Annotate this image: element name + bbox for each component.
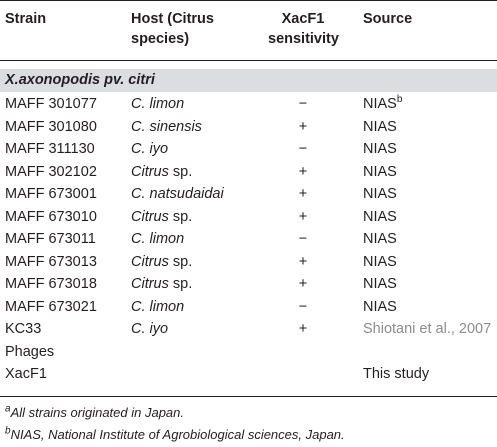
- strain-cell: MAFF 302102: [5, 163, 97, 180]
- source-cell: [363, 93, 402, 115]
- source-cell: [363, 161, 397, 183]
- strain-cell: MAFF 673013: [5, 253, 97, 270]
- header-strain: Strain: [5, 11, 47, 27]
- host-suffix: sp.: [168, 253, 193, 270]
- sensitivity-cell: −: [298, 141, 308, 157]
- source-footnote-marker: b: [396, 94, 403, 106]
- source-text: This study: [363, 366, 430, 382]
- source-cell: [363, 318, 491, 340]
- citation-link[interactable]: Shiotani et al., 2007: [363, 321, 492, 337]
- sensitivity-cell: −: [298, 96, 308, 112]
- strain-cell: MAFF 673018: [5, 276, 97, 292]
- strain-cell: MAFF 673001: [5, 186, 97, 202]
- host-cell: [131, 318, 168, 340]
- host-species: C. limon: [131, 231, 185, 247]
- table-row: [0, 93, 497, 115]
- footnote-b-text: NIAS, National Institute of Agrobiological sciences, Japan.: [10, 427, 345, 442]
- table-bottom-rule: [0, 396, 497, 397]
- source-cell: [363, 228, 397, 250]
- sensitivity-cell: +: [298, 208, 308, 225]
- source-cell: [363, 363, 429, 385]
- strain-cell: MAFF 301080: [5, 118, 97, 135]
- strain-cell: XacF1: [5, 366, 47, 382]
- host-species: Citrus: [131, 208, 169, 225]
- host-species: Citrus: [131, 276, 169, 292]
- host-species: C. iyo: [131, 141, 169, 157]
- table-row: [0, 318, 497, 340]
- source-text: NIAS: [363, 253, 397, 270]
- sensitivity-cell: −: [298, 231, 308, 247]
- sensitivity-cell: +: [298, 118, 308, 135]
- header-sensitivity-line2: sensitivity: [268, 31, 339, 47]
- strain-cell: MAFF 673010: [5, 208, 97, 225]
- sensitivity-cell: +: [298, 253, 308, 270]
- table-row: [0, 138, 497, 160]
- source-text: NIAS: [363, 231, 397, 247]
- sensitivity-cell: +: [298, 276, 308, 292]
- source-text: NIAS: [363, 298, 397, 315]
- table-row: [0, 228, 497, 250]
- source-text: NIAS: [363, 208, 397, 225]
- host-suffix: sp.: [168, 163, 193, 180]
- host-cell: [131, 296, 184, 318]
- header-source: Source: [363, 11, 413, 27]
- table-row: [0, 183, 497, 205]
- table-row: [0, 161, 497, 183]
- source-cell: [363, 116, 397, 138]
- strain-cell: MAFF 673011: [5, 231, 96, 247]
- host-cell: [131, 273, 192, 295]
- table-row: [0, 116, 497, 138]
- table-row: [0, 296, 497, 318]
- host-cell: [131, 93, 184, 115]
- host-species: C. limon: [131, 298, 185, 315]
- sensitivity-cell: +: [298, 163, 308, 180]
- section-title: X.axonopodis pv. citri: [5, 72, 155, 88]
- host-cell: [131, 251, 192, 273]
- header-bottom-rule: [0, 60, 497, 61]
- host-suffix: sp.: [168, 208, 193, 225]
- sensitivity-cell: +: [298, 321, 308, 337]
- strain-cell: MAFF 673021: [5, 298, 97, 315]
- source-cell: [363, 296, 397, 318]
- strain-cell: MAFF 311130: [5, 141, 95, 157]
- footnote-a-text: All strains originated in Japan.: [10, 405, 184, 420]
- table-row: [0, 206, 497, 228]
- table-row: [0, 341, 497, 363]
- host-species: C. limon: [131, 96, 185, 112]
- host-species: Citrus: [131, 163, 169, 180]
- source-text: NIAS: [363, 163, 397, 180]
- host-cell: [131, 183, 224, 205]
- section-header: [0, 69, 497, 92]
- strain-cell: Phages: [5, 343, 55, 360]
- host-cell: [131, 116, 202, 138]
- source-cell: [363, 251, 397, 273]
- sensitivity-cell: −: [298, 298, 308, 315]
- host-species: C. iyo: [131, 321, 169, 337]
- host-cell: [131, 206, 192, 228]
- strain-cell: KC33: [5, 321, 42, 337]
- host-species: C. sinensis: [131, 118, 202, 135]
- source-cell: [363, 206, 397, 228]
- footnote-b: [5, 427, 345, 443]
- source-cell: [363, 273, 397, 295]
- source-text: NIAS: [363, 96, 397, 112]
- table-row: [0, 273, 497, 295]
- host-cell: [131, 161, 192, 183]
- host-cell: [131, 138, 168, 160]
- source-cell: [363, 138, 397, 160]
- header-host-line1: Host (Citrus: [131, 11, 214, 27]
- header-host-line2: species): [131, 31, 190, 47]
- host-cell: [131, 228, 184, 250]
- source-text: NIAS: [363, 118, 397, 135]
- source-text: NIAS: [363, 141, 397, 157]
- table-row: [0, 363, 497, 385]
- source-text: NIAS: [363, 276, 397, 292]
- host-species: C. natsudaidai: [131, 186, 224, 202]
- source-text: NIAS: [363, 186, 397, 202]
- footnote-b-marker: b: [5, 425, 11, 437]
- table-row: [0, 251, 497, 273]
- header-sensitivity-line1: XacF1: [281, 11, 325, 27]
- table-top-rule: [0, 0, 497, 1]
- source-cell: [363, 183, 397, 205]
- host-species: Citrus: [131, 253, 169, 270]
- footnote-a-marker: a: [5, 403, 11, 415]
- sensitivity-cell: +: [298, 186, 308, 202]
- footnote-a: [5, 405, 184, 421]
- strain-cell: MAFF 301077: [5, 96, 97, 112]
- host-suffix: sp.: [168, 276, 193, 292]
